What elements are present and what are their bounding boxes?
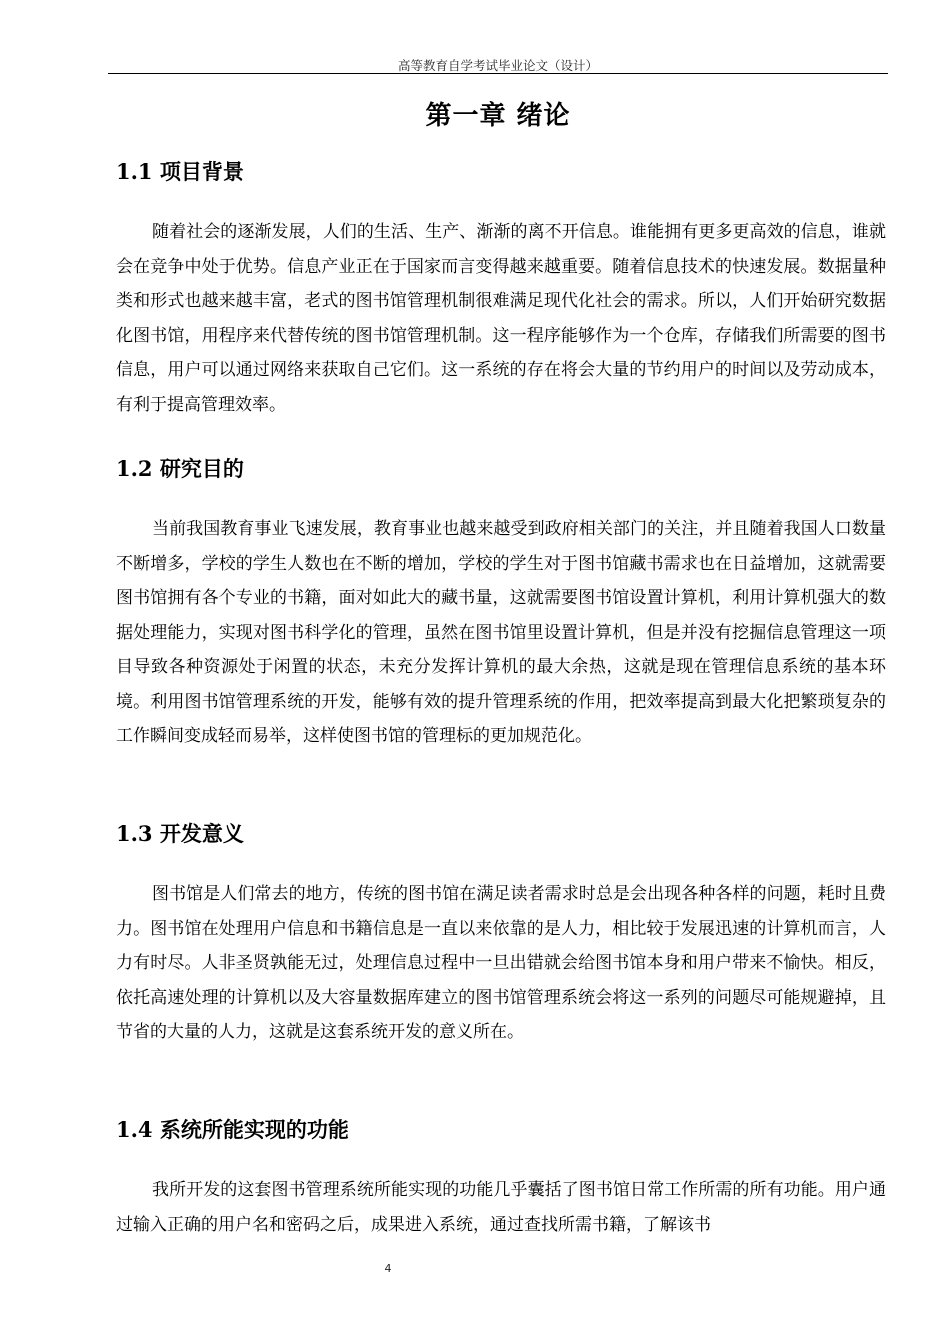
header-rule: [108, 73, 888, 74]
section-heading: 1.1 项目背景: [116, 159, 244, 184]
section-paragraph: 我所开发的这套图书管理系统所能实现的功能几乎囊括了图书馆日常工作所需的所有功能。用户通过输入正确的用户名和密码之后，成果进入系统，通过查找所需书籍，了解该书: [116, 1180, 886, 1235]
section-paragraph: 当前我国教育事业飞速发展，教育事业也越来越受到政府相关部门的关注，并且随着我国人口数量不断增多，学校的学生人数也在不断的增加，学校的学生对于图书馆藏书需求也在日益增加，这就需要图书馆拥有各个专业的书籍，面对如此大的藏书量，这就需要图书馆设置计算机，利用计算机强大的数据处理能力，实现对图书科学化的管理，虽然在图书馆里设置计算机，但是并没有挖掘信息管理这一项目导致各种资源处于闲置的状态，未充分发挥计算机的最大余热，这就是现在管理信息系统的基本环境。利用图书馆管理系统的开发，能够有效的提升管理系统的作用，把效率提高到最大化把繁琐复杂的工作瞬间变成轻而易举，这样使图书馆的管理标的更加规范化。: [116, 519, 886, 746]
section-system-functions: [116, 1115, 886, 1242]
running-header: 高等教育自学考试毕业论文（设计）: [397, 58, 598, 73]
section-development-significance: [116, 819, 886, 1050]
section-project-background: [116, 157, 886, 422]
section-heading: 1.3 开发意义: [116, 821, 244, 846]
section-heading: 1.4 系统所能实现的功能: [116, 1117, 349, 1142]
chapter-title: 第一章 绪论: [425, 101, 571, 131]
section-research-purpose: [116, 454, 886, 754]
page-number: 4: [384, 1262, 392, 1275]
section-paragraph: 图书馆是人们常去的地方，传统的图书馆在满足读者需求时总是会出现各种各样的问题，耗时且费力。图书馆在处理用户信息和书籍信息是一直以来依靠的是人力，相比较于发展迅速的计算机而言，人力有时尽。人非圣贤孰能无过，处理信息过程中一旦出错就会给图书馆本身和用户带来不愉快。相反，依托高速处理的计算机以及大容量数据库建立的图书馆管理系统会将这一系列的问题尽可能规避掉，且节省的大量的人力，这就是这套系统开发的意义所在。: [116, 884, 886, 1042]
section-heading: 1.2 研究目的: [116, 456, 244, 481]
section-paragraph: 随着社会的逐渐发展，人们的生活、生产、渐渐的离不开信息。谁能拥有更多更高效的信息，谁就会在竞争中处于优势。信息产业正在于国家而言变得越来越重要。随着信息技术的快速发展。数据量种类和形式也越来越丰富，老式的图书馆管理机制很难满足现代化社会的需求。所以，人们开始研究数据化图书馆，用程序来代替传统的图书馆管理机制。这一程序能够作为一个仓库，存储我们所需要的图书信息，用户可以通过网络来获取自己它们。这一系统的存在将会大量的节约用户的时间以及劳动成本，有利于提高管理效率。: [116, 222, 886, 415]
